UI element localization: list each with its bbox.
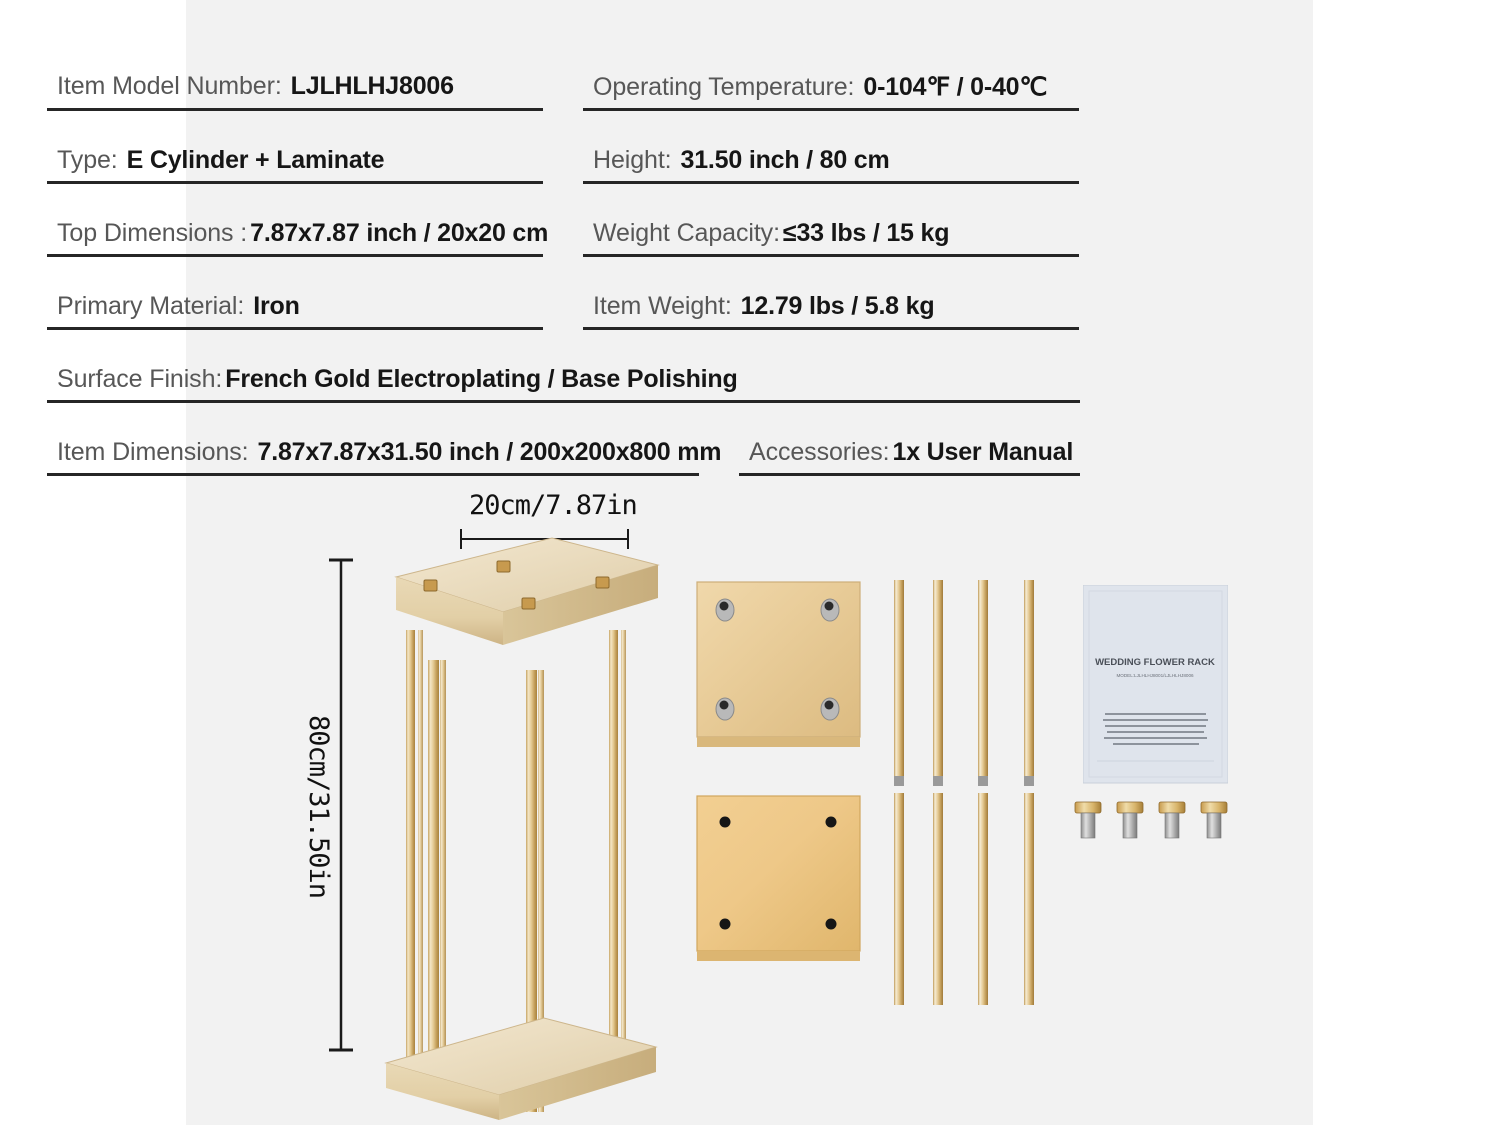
spec-value: 0-104℉ / 0-40℃ xyxy=(863,73,1048,101)
upper-rods xyxy=(894,580,1034,786)
spec-label: Item Dimensions: xyxy=(57,438,249,466)
product-diagram xyxy=(186,470,1313,1125)
spec-value: LJLHLHJ8006 xyxy=(290,72,454,100)
screw xyxy=(1075,802,1101,838)
spec-label: Item Model Number: xyxy=(57,72,282,100)
spec-cell-weight-capacity xyxy=(583,219,1079,257)
row-spacer xyxy=(47,184,1080,219)
spec-row xyxy=(47,365,1080,403)
spec-cell-gap xyxy=(543,219,583,257)
spec-label: Height: xyxy=(593,146,672,174)
spec-cell-operating-temperature xyxy=(583,72,1079,111)
part-top-plate-with-studs xyxy=(691,578,871,758)
spec-row xyxy=(47,146,1080,184)
screw xyxy=(1201,802,1227,838)
spec-label: Weight Capacity: xyxy=(593,219,780,247)
spec-label: Item Weight: xyxy=(593,292,732,320)
part-connector-rods xyxy=(886,578,1066,1008)
spec-value: Iron xyxy=(253,292,300,320)
spec-row xyxy=(47,219,1080,257)
spec-value: ≤33 lbs / 15 kg xyxy=(782,219,950,247)
part-assembly-screws xyxy=(1071,792,1236,852)
spec-row xyxy=(47,72,1080,111)
width-dimension-label: 20cm/7.87in xyxy=(469,490,637,521)
spec-label: Top Dimensions : xyxy=(57,219,248,247)
spec-cell-top-dimensions xyxy=(47,219,549,257)
stand-top-plate xyxy=(396,538,658,645)
part-user-manual xyxy=(1083,585,1228,785)
part-base-plate-with-holes xyxy=(691,792,871,972)
spec-value: 1x User Manual xyxy=(892,438,1074,466)
manual-title: WEDDING FLOWER RACK xyxy=(1095,657,1215,668)
height-dimension-label: 80cm/31.50in xyxy=(303,715,334,899)
manual-subtitle: MODEL:LJLHLHJ8001/LJLHLHJ8006 xyxy=(1116,673,1194,678)
spec-value: E Cylinder + Laminate xyxy=(126,146,385,174)
spec-cell-gap xyxy=(543,146,583,184)
row-spacer xyxy=(47,330,1080,365)
spec-value: 7.87x7.87x31.50 inch / 200x200x800 mm xyxy=(257,438,722,466)
spec-value: 31.50 inch / 80 cm xyxy=(680,146,890,174)
spec-cell-gap xyxy=(543,72,583,111)
spec-cell-height xyxy=(583,146,1079,184)
specifications-table xyxy=(47,72,1080,476)
spec-value: French Gold Electroplating / Base Polishing xyxy=(225,365,738,393)
spec-label: Primary Material: xyxy=(57,292,245,320)
spec-cell-type xyxy=(47,146,543,184)
spec-value: 7.87x7.87 inch / 20x20 cm xyxy=(250,219,549,247)
row-spacer xyxy=(47,111,1080,146)
spec-row xyxy=(47,292,1080,330)
screw xyxy=(1159,802,1185,838)
lower-rods xyxy=(894,793,1034,1005)
spec-label: Type: xyxy=(57,146,118,174)
spec-value: 12.79 lbs / 5.8 kg xyxy=(740,292,935,320)
row-spacer xyxy=(47,403,1080,438)
spec-cell-item-model-number xyxy=(47,72,543,111)
spec-cell-surface-finish xyxy=(47,365,1080,403)
screw xyxy=(1117,802,1143,838)
spec-label: Surface Finish: xyxy=(57,365,223,393)
assembled-flower-stand xyxy=(366,520,686,1140)
spec-label: Accessories: xyxy=(749,438,890,466)
spec-cell-primary-material xyxy=(47,292,543,330)
spec-cell-gap xyxy=(543,292,583,330)
spec-cell-item-weight xyxy=(583,292,1079,330)
spec-label: Operating Temperature: xyxy=(593,73,855,101)
row-spacer xyxy=(47,257,1080,292)
